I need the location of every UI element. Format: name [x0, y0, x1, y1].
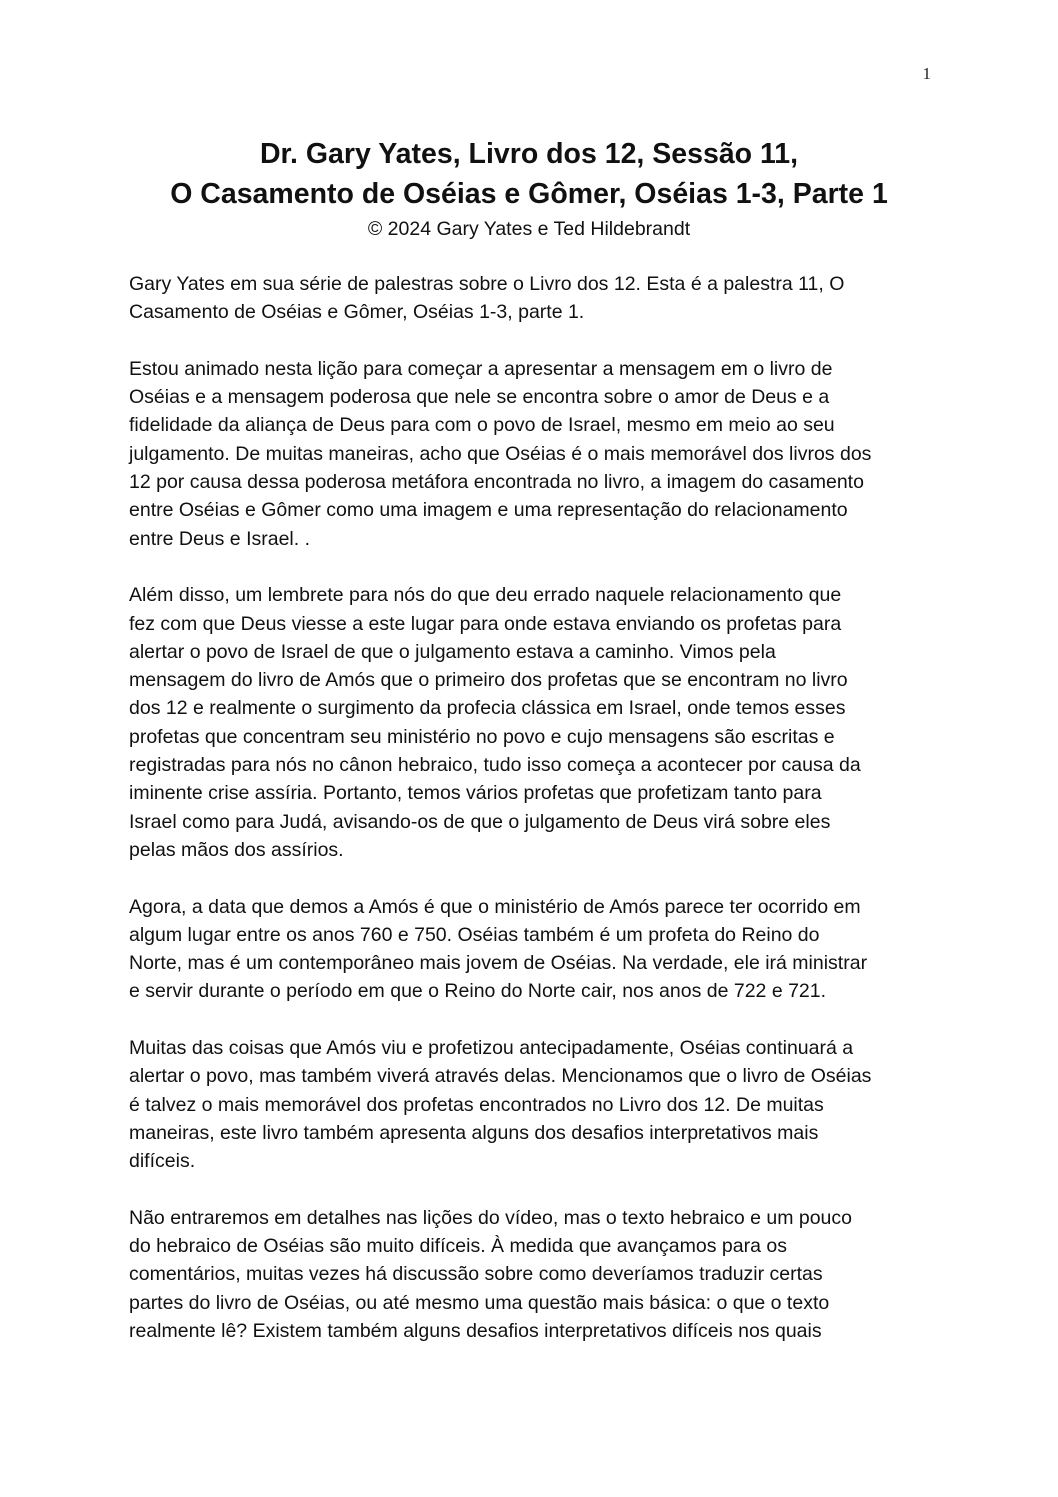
text-line: profetas que concentram seu ministério no povo e cujo mensagens são escritas e — [129, 725, 835, 748]
text-line: Agora, a data que demos a Amós é que o ministério de Amós parece ter ocorrido em — [129, 895, 861, 918]
text-line: pelas mãos dos assírios. — [129, 838, 344, 861]
paragraph-1 — [129, 270, 931, 327]
text-line: fidelidade da aliança de Deus para com o povo de Israel, mesmo em meio ao seu — [129, 414, 835, 437]
title-line-2: O Casamento de Oséias e Gômer, Oséias 1-3, Parte 1 — [170, 178, 888, 210]
paragraph-4 — [129, 893, 931, 1006]
text-line: alertar o povo, mas também viverá através delas. Mencionamos que o livro de Oséias — [129, 1065, 872, 1088]
copyright-notice: © 2024 Gary Yates e Ted Hildebrandt — [367, 218, 691, 240]
text-line: alertar o povo de Israel de que o julgamento estava a caminho. Vimos pela — [129, 640, 776, 663]
document-body — [129, 270, 931, 1374]
paragraph-6 — [129, 1204, 931, 1345]
document-header — [100, 134, 958, 243]
text-line: 12 por causa dessa poderosa metáfora encontrada no livro, a imagem do casamento — [129, 471, 864, 494]
text-line: Casamento de Oséias e Gômer, Oséias 1-3, parte 1. — [129, 301, 585, 324]
paragraph-3 — [129, 581, 931, 864]
text-line: Israel como para Judá, avisando-os de que o julgamento de Deus virá sobre eles — [129, 810, 831, 833]
text-line: partes do livro de Oséias, ou até mesmo uma questão mais básica: o que o texto — [129, 1291, 830, 1314]
text-line: entre Deus e Israel. . — [129, 527, 311, 550]
text-line: Oséias e a mensagem poderosa que nele se encontra sobre o amor de Deus e a — [129, 386, 830, 409]
text-line: dos 12 e realmente o surgimento da profecia clássica em Israel, onde temos esses — [129, 697, 846, 720]
text-line: Além disso, um lembrete para nós do que deu errado naquele relacionamento que — [129, 584, 842, 607]
text-line: mensagem do livro de Amós que o primeiro dos profetas que se encontram no livro — [129, 669, 848, 692]
text-line: fez com que Deus viesse a este lugar para onde estava enviando os profetas para — [129, 612, 842, 635]
text-line: Estou animado nesta lição para começar a apresentar a mensagem em o livro de — [129, 357, 833, 380]
text-line: do hebraico de Oséias são muito difíceis. À medida que avançamos para os — [129, 1235, 787, 1258]
text-line: algum lugar entre os anos 760 e 750. Oséias também é um profeta do Reino do — [129, 923, 820, 946]
text-line: iminente crise assíria. Portanto, temos vários profetas que profetizam tanto para — [129, 782, 822, 805]
text-line: registradas para nós no cânon hebraico, tudo isso começa a acontecer por causa da — [129, 754, 861, 777]
text-line: comentários, muitas vezes há discussão sobre como deveríamos traduzir certas — [129, 1263, 823, 1286]
text-line: julgamento. De muitas maneiras, acho que Oséias é o mais memorável dos livros dos — [129, 442, 872, 465]
title-line-1: Dr. Gary Yates, Livro dos 12, Sessão 11, — [259, 138, 799, 170]
text-line: difíceis. — [129, 1150, 196, 1173]
paragraph-2 — [129, 355, 931, 553]
text-line: e servir durante o período em que o Reino do Norte cair, nos anos de 722 e 721. — [129, 980, 827, 1003]
text-line: Muitas das coisas que Amós viu e profetizou antecipadamente, Oséias continuará a — [129, 1037, 854, 1060]
text-line: entre Oséias e Gômer como uma imagem e uma representação do relacionamento — [129, 499, 848, 522]
text-line: Gary Yates em sua série de palestras sobre o Livro dos 12. Esta é a palestra 11, O — [129, 273, 845, 295]
text-line: Norte, mas é um contemporâneo mais jovem de Oséias. Na verdade, ele irá ministrar — [129, 952, 868, 975]
paragraph-5 — [129, 1034, 931, 1175]
text-line: é talvez o mais memorável dos profetas encontrados no Livro dos 12. De muitas — [129, 1093, 824, 1116]
text-line: maneiras, este livro também apresenta alguns dos desafios interpretativos mais — [129, 1121, 819, 1144]
text-line: realmente lê? Existem também alguns desafios interpretativos difíceis nos quais — [129, 1319, 822, 1342]
text-line: Não entraremos em detalhes nas lições do vídeo, mas o texto hebraico e um pouco — [129, 1206, 852, 1229]
page-number: 1 — [922, 64, 931, 83]
